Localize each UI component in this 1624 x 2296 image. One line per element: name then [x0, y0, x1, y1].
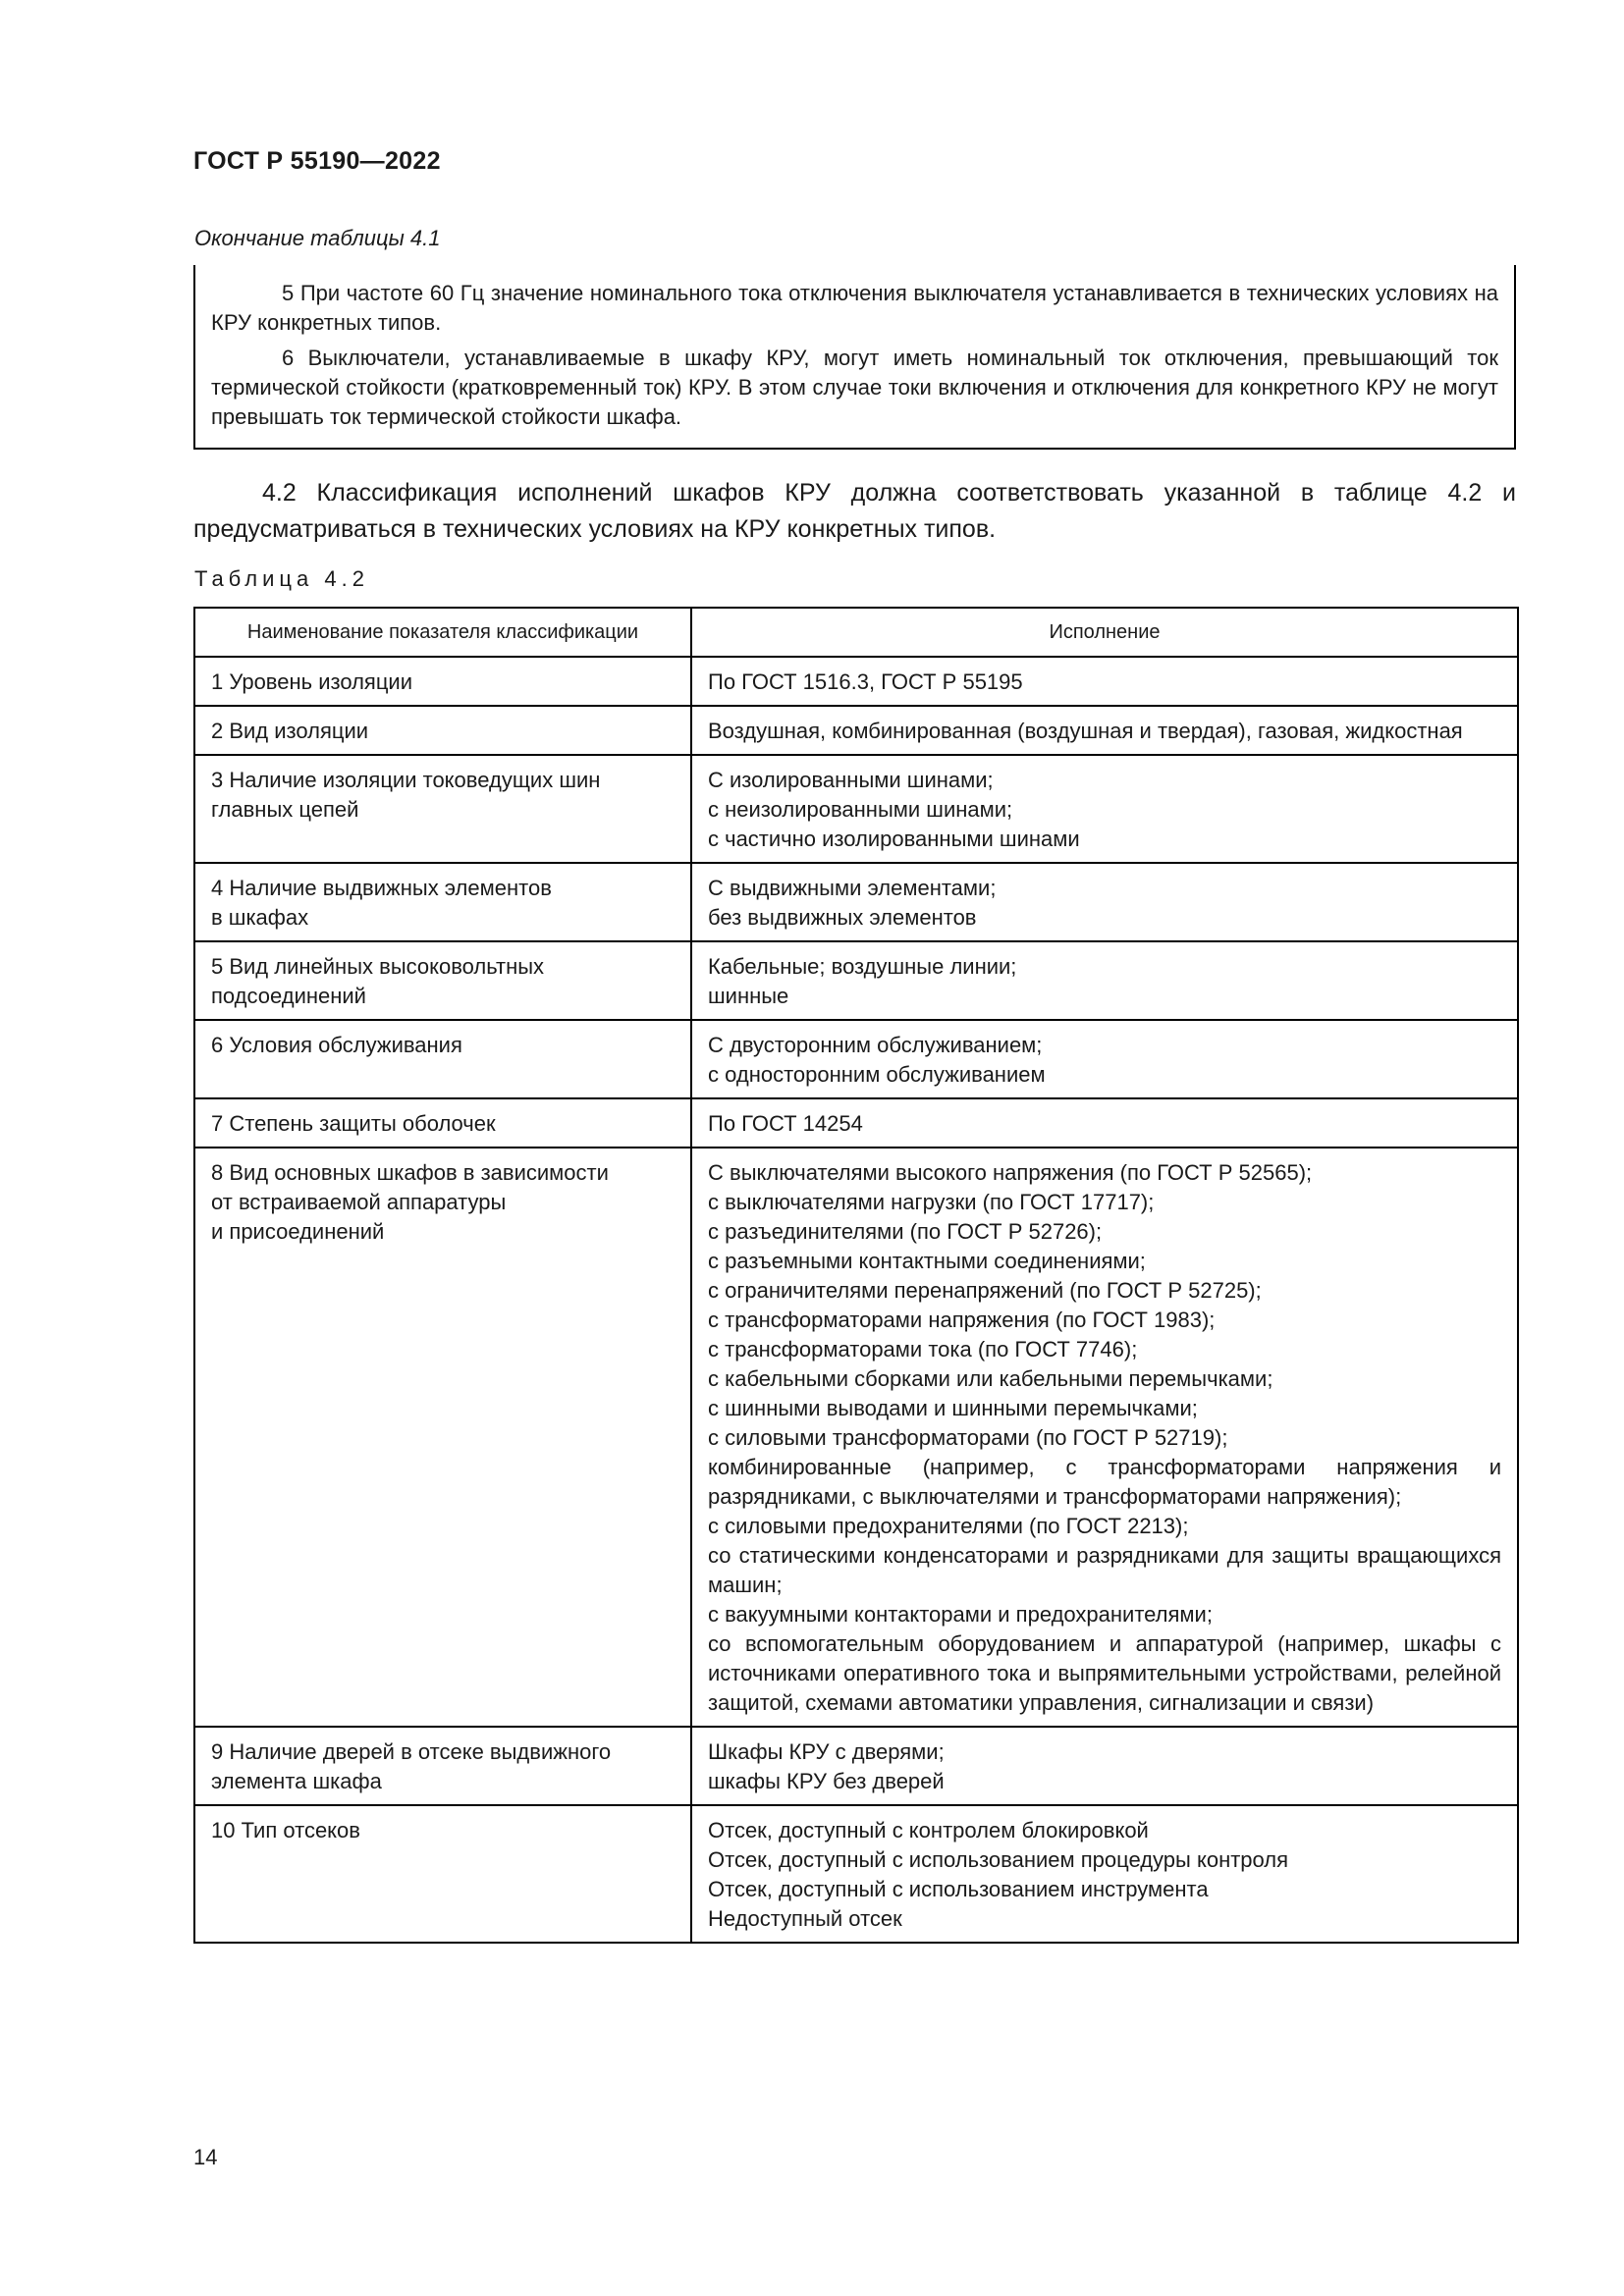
execution-value-line: Кабельные; воздушные линии;: [708, 954, 1017, 979]
table-row: [194, 1727, 1518, 1805]
classification-name-line: 5 Вид линейных высоковольтных: [211, 954, 545, 979]
column-header-name: Наименование показателя классификации: [194, 608, 691, 657]
table-row: [194, 1020, 1518, 1098]
classification-name-line: в шкафах: [211, 905, 309, 930]
execution-value-line: Отсек, доступный с использованием процедуры контроля: [708, 1847, 1289, 1872]
execution-value-cell: [691, 863, 1518, 941]
table-row: [194, 941, 1518, 1020]
classification-name-line: 2 Вид изоляции: [211, 719, 369, 743]
execution-value-cell: [691, 706, 1518, 755]
classification-name-cell: [194, 755, 691, 863]
classification-name-line: 1 Уровень изоляции: [211, 669, 413, 694]
execution-value-line: С выключателями высокого напряжения (по ГОСТ Р 52565);: [708, 1160, 1313, 1185]
execution-value-line: Шкафы КРУ с дверями;: [708, 1739, 945, 1764]
execution-value-line: со статическими конденсаторами и разрядниками для защиты вращающихся машин;: [708, 1543, 1501, 1597]
paragraph-4-2: 4.2 Классификация исполнений шкафов КРУ должна соответствовать указанной в таблице 4.2 и предусматриваться в технических условиях на КРУ конкретных типов.: [193, 479, 1516, 543]
classification-name-line: 4 Наличие выдвижных элементов: [211, 876, 552, 900]
table-caption: Таблица 4.2: [194, 566, 369, 591]
execution-value-line: шинные: [708, 984, 789, 1008]
execution-value-line: По ГОСТ 14254: [708, 1111, 863, 1136]
table-body: [194, 657, 1518, 1943]
execution-value-line: По ГОСТ 1516.3, ГОСТ Р 55195: [708, 669, 1023, 694]
page-number: 14: [193, 2145, 218, 2169]
table-row: [194, 1098, 1518, 1148]
execution-value-cell: [691, 755, 1518, 863]
classification-name-line: 8 Вид основных шкафов в зависимости: [211, 1160, 609, 1185]
classification-name-cell: [194, 941, 691, 1020]
classification-name-cell: [194, 1148, 691, 1727]
document-code: ГОСТ Р 55190—2022: [193, 147, 441, 175]
execution-value-line: с трансформаторами тока (по ГОСТ 7746);: [708, 1337, 1138, 1362]
execution-value-line: шкафы КРУ без дверей: [708, 1769, 945, 1793]
classification-name-cell: [194, 1098, 691, 1148]
execution-value-cell: [691, 1805, 1518, 1943]
classification-name-line: подсоединений: [211, 984, 366, 1008]
classification-name-line: 9 Наличие дверей в отсеке выдвижного: [211, 1739, 612, 1764]
table-4-1-notes: [193, 265, 1516, 450]
classification-name-line: 3 Наличие изоляции токоведущих шин: [211, 768, 601, 792]
table-row: [194, 863, 1518, 941]
classification-name-line: 7 Степень защиты оболочек: [211, 1111, 496, 1136]
execution-value-line: с шинными выводами и шинными перемычками;: [708, 1396, 1198, 1420]
execution-value-line: с силовыми трансформаторами (по ГОСТ Р 52719);: [708, 1425, 1228, 1450]
execution-value-line: без выдвижных элементов: [708, 905, 977, 930]
execution-value-cell: [691, 1727, 1518, 1805]
execution-value-cell: [691, 941, 1518, 1020]
table-row: [194, 1805, 1518, 1943]
column-header-value: Исполнение: [691, 608, 1518, 657]
execution-value-line: С двусторонним обслуживанием;: [708, 1033, 1043, 1057]
execution-value-line: с разъемными контактными соединениями;: [708, 1249, 1146, 1273]
execution-value-line: с трансформаторами напряжения (по ГОСТ 1983);: [708, 1308, 1216, 1332]
classification-name-cell: [194, 706, 691, 755]
classification-name-line: 6 Условия обслуживания: [211, 1033, 462, 1057]
execution-value-line: Отсек, доступный с контролем блокировкой: [708, 1818, 1149, 1842]
table-continuation-caption: Окончание таблицы 4.1: [194, 226, 441, 250]
classification-name-line: элемента шкафа: [211, 1769, 382, 1793]
execution-value-line: с кабельными сборками или кабельными перемычками;: [708, 1366, 1273, 1391]
execution-value-line: с неизолированными шинами;: [708, 797, 1013, 822]
execution-value-line: с ограничителями перенапряжений (по ГОСТ Р 52725);: [708, 1278, 1262, 1303]
execution-value-line: Воздушная, комбинированная (воздушная и твердая), газовая, жидкостная: [708, 719, 1463, 743]
execution-value-line: с силовыми предохранителями (по ГОСТ 2213);: [708, 1514, 1189, 1538]
execution-value-line: со вспомогательным оборудованием и аппаратурой (например, шкафы с источниками оперативного тока и выпрямительными устройствами, релейной защитой, схемами автоматики управления, сигнализации и связи): [708, 1631, 1501, 1715]
classification-name-line: главных цепей: [211, 797, 359, 822]
execution-value-line: С изолированными шинами;: [708, 768, 994, 792]
classification-name-line: и присоединений: [211, 1219, 385, 1244]
execution-value-line: Недоступный отсек: [708, 1906, 902, 1931]
table-row: [194, 706, 1518, 755]
execution-value-line: с выключателями нагрузки (по ГОСТ 17717);: [708, 1190, 1155, 1214]
execution-value-line: с частично изолированными шинами: [708, 827, 1080, 851]
classification-name-cell: [194, 657, 691, 706]
execution-value-cell: [691, 1148, 1518, 1727]
classification-name-cell: [194, 863, 691, 941]
execution-value-line: с односторонним обслуживанием: [708, 1062, 1046, 1087]
note-5: 5 При частоте 60 Гц значение номинального тока отключения выключателя устанавливается в технических условиях на КРУ конкретных типов.: [211, 281, 1498, 335]
execution-value-line: Отсек, доступный с использованием инструмента: [708, 1877, 1209, 1901]
table-row: [194, 1148, 1518, 1727]
execution-value-line: комбинированные (например, с трансформаторами напряжения и разрядниками, с выключателями и трансформаторами напряжения);: [708, 1455, 1501, 1509]
execution-value-line: с разъединителями (по ГОСТ Р 52726);: [708, 1219, 1103, 1244]
execution-value-cell: [691, 1098, 1518, 1148]
table-header-row: [194, 608, 1518, 657]
execution-value-cell: [691, 1020, 1518, 1098]
classification-table: [193, 607, 1519, 1944]
execution-value-line: с вакуумными контакторами и предохранителями;: [708, 1602, 1213, 1627]
table-row: [194, 755, 1518, 863]
execution-value-cell: [691, 657, 1518, 706]
note-6: 6 Выключатели, устанавливаемые в шкафу КРУ, могут иметь номинальный ток отключения, превышающий ток термической стойкости (кратковременный ток) КРУ. В этом случае токи включения и отключения для конкретного КРУ не могут превышать ток термической стойкости шкафа.: [211, 346, 1498, 429]
classification-name-cell: [194, 1020, 691, 1098]
classification-name-cell: [194, 1727, 691, 1805]
execution-value-line: С выдвижными элементами;: [708, 876, 997, 900]
table-row: [194, 657, 1518, 706]
classification-name-line: от встраиваемой аппаратуры: [211, 1190, 507, 1214]
classification-name-line: 10 Тип отсеков: [211, 1818, 360, 1842]
classification-name-cell: [194, 1805, 691, 1943]
